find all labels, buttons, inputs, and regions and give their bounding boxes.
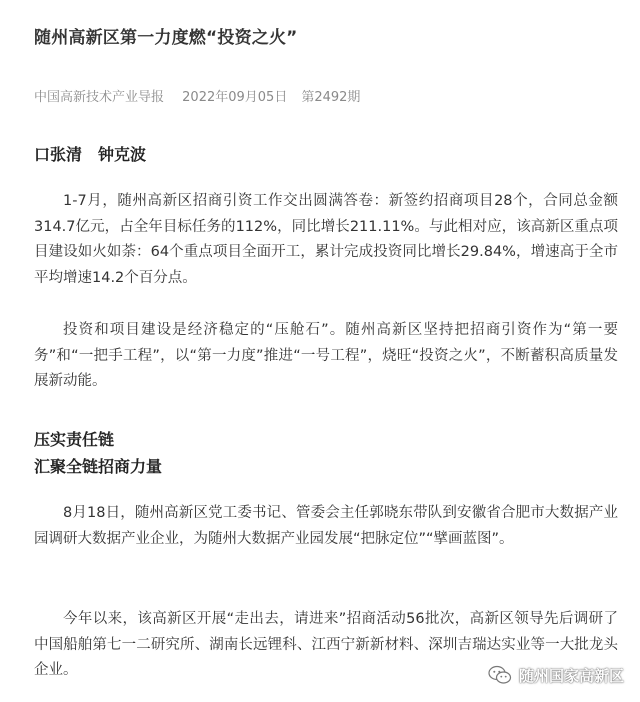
article-title: 随州高新区第一力度燃“投资之火” <box>34 28 298 48</box>
article-author: 口张清 钟克波 <box>34 145 147 164</box>
wechat-icon <box>487 662 513 688</box>
subheading: 汇聚全链招商力量 <box>34 457 163 476</box>
article-date: 2022年09月05日 <box>182 90 288 105</box>
article-meta <box>34 86 360 105</box>
paragraph: 8月18日，随州高新区党工委书记、管委会主任郭晓东带队到安徽省合肥市大数据产业园调研大数据产业企业，为随州大数据产业园发展“把脉定位”“擘画蓝图”。 <box>34 505 618 547</box>
watermark-text: 随州国家高新区 <box>518 666 624 685</box>
account-watermark <box>487 662 624 688</box>
article-issue: 第2492期 <box>301 90 361 105</box>
article-source: 中国高新技术产业导报 <box>34 90 165 105</box>
paragraph: 今年以来，该高新区开展“走出去，请进来”招商活动56批次，高新区领导先后调研了中国船舶第七一二研究所、湖南长远锂科、江西宁新新材料、深圳吉瑞达实业等一大批龙头企业。 <box>34 611 618 678</box>
paragraph: 投资和项目建设是经济稳定的“压舱石”。随州高新区坚持把招商引资作为“第一要务”和“一把手工程”，以“第一力度”推进“一号工程”，烧旺“投资之火”，不断蓄积高质量发展新动能。 <box>34 322 618 389</box>
subheading: 压实责任链 <box>34 430 115 449</box>
paragraph: 1-7月，随州高新区招商引资工作交出圆满答卷：新签约招商项目28个，合同总金额314.7亿元，占全年目标任务的112%，同比增长211.11%。与此相对应，该高新区重点项目建设如火如荼：64个重点项目全面开工，累计完成投资同比增长29.84%，增速高于全市平均增速14.2个百分点。 <box>34 193 618 286</box>
